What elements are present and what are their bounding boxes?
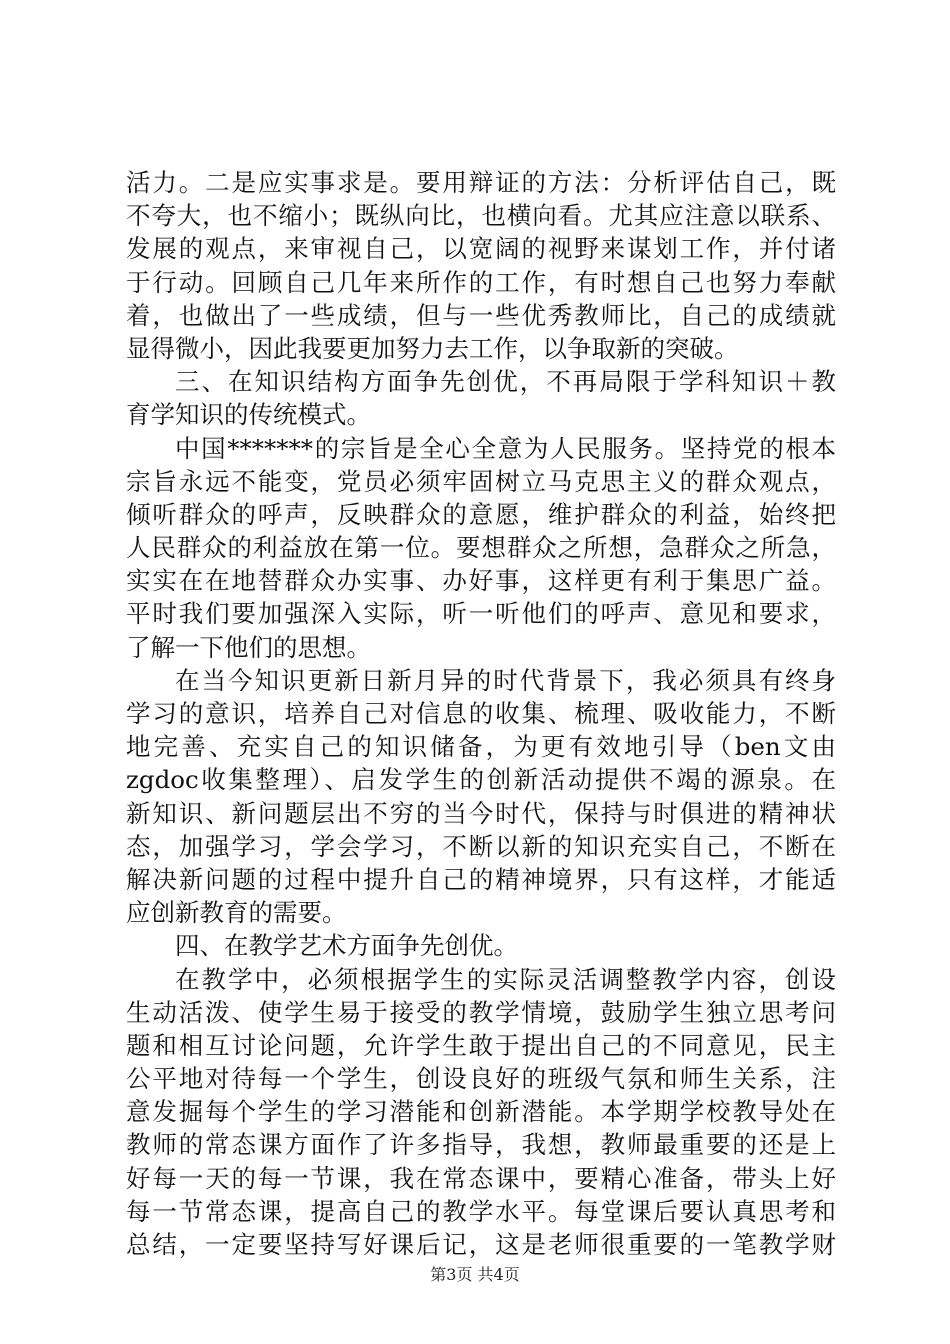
text-line: 总结，一定要坚持写好课后记，这是老师很重要的一笔教学财 xyxy=(126,1230,836,1259)
text-line: 不夸大，也不缩小；既纵向比，也横向看。尤其应注意以联系、 xyxy=(126,201,836,231)
text-line: 好每一天的每一节课，我在常态课中，要精心准备，带头上好 xyxy=(126,1163,836,1193)
text-line: 发展的观点，来审视自己，以宽阔的视野来谋划工作，并付诸 xyxy=(126,234,836,264)
text-line: 学习的意识，培养自己对信息的收集、梳理、吸收能力，不断 xyxy=(126,699,836,728)
section-heading: 三、在知识结构方面争先创优，不再局限于学科知识＋教 xyxy=(175,367,836,397)
page-number-footer: 第3页 共4页 xyxy=(430,1265,520,1284)
text-line: 解决新问题的过程中提升自己的精神境界，只有这样，才能适 xyxy=(126,864,836,894)
text-line: 地完善、充实自己的知识储备，为更有效地引导（ben文由 xyxy=(126,732,836,762)
text-line: 显得微小，因此我要更加努力去工作，以争取新的突破。 xyxy=(126,333,739,363)
text-line: 平时我们要加强深入实际，听一听他们的呼声、意见和要求， xyxy=(126,599,836,629)
text-line: 新知识、新问题层出不穷的当今时代，保持与时俱进的精神状 xyxy=(126,798,836,828)
text-line: 着，也做出了一些成绩，但与一些优秀教师比，自己的成绩就 xyxy=(126,300,836,330)
text-line: 实实在在地替群众办实事、办好事，这样更有利于集思广益。 xyxy=(126,566,836,596)
paragraph-start: 在当今知识更新日新月异的时代背景下，我必须具有终身 xyxy=(175,665,836,695)
text-line: 态，加强学习，学会学习，不断以新的知识充实自己，不断在 xyxy=(126,831,836,861)
text-line: 育学知识的传统模式。 xyxy=(126,400,371,430)
text-line: 意发掘每个学生的学习潜能和创新潜能。本学期学校教导处在 xyxy=(126,1097,836,1127)
text-line: 倾听群众的呼声，反映群众的意愿，维护群众的利益，始终把 xyxy=(126,499,836,529)
text-line: 于行动。回顾自己几年来所作的工作，有时想自己也努力奉献 xyxy=(126,267,836,297)
text-line: 宗旨永远不能变，党员必须牢固树立马克思主义的群众观点， xyxy=(126,466,836,496)
text-line: 了解一下他们的思想。 xyxy=(126,632,371,662)
text-line: 教师的常态课方面作了许多指导，我想，教师最重要的还是上 xyxy=(126,1130,836,1160)
text-line: 人民群众的利益放在第一位。要想群众之所想，急群众之所急， xyxy=(126,533,836,563)
text-line: 应创新教育的需要。 xyxy=(126,898,347,928)
section-heading: 四、在教学艺术方面争先创优。 xyxy=(175,931,518,961)
paragraph-start: 在教学中，必须根据学生的实际灵活调整教学内容，创设 xyxy=(175,964,836,994)
body-text xyxy=(126,166,836,1261)
text-line: 公平地对待每一个学生，创设良好的班级气氛和师生关系，注 xyxy=(126,1064,836,1094)
text-line: 题和相互讨论问题，允许学生敢于提出自己的不同意见，民主 xyxy=(126,1030,836,1060)
paragraph-start: 中国*******的宗旨是全心全意为人民服务。坚持党的根本 xyxy=(175,433,836,463)
text-line: 生动活泼、使学生易于接受的教学情境，鼓励学生独立思考问 xyxy=(126,997,836,1027)
text-line: zgdoc收集整理）、启发学生的创新活动提供不竭的源泉。在 xyxy=(126,765,836,795)
text-line: 每一节常态课，提高自己的教学水平。每堂课后要认真思考和 xyxy=(126,1196,836,1226)
text-line: 活力。二是应实事求是。要用辩证的方法：分析评估自己，既 xyxy=(126,168,836,197)
